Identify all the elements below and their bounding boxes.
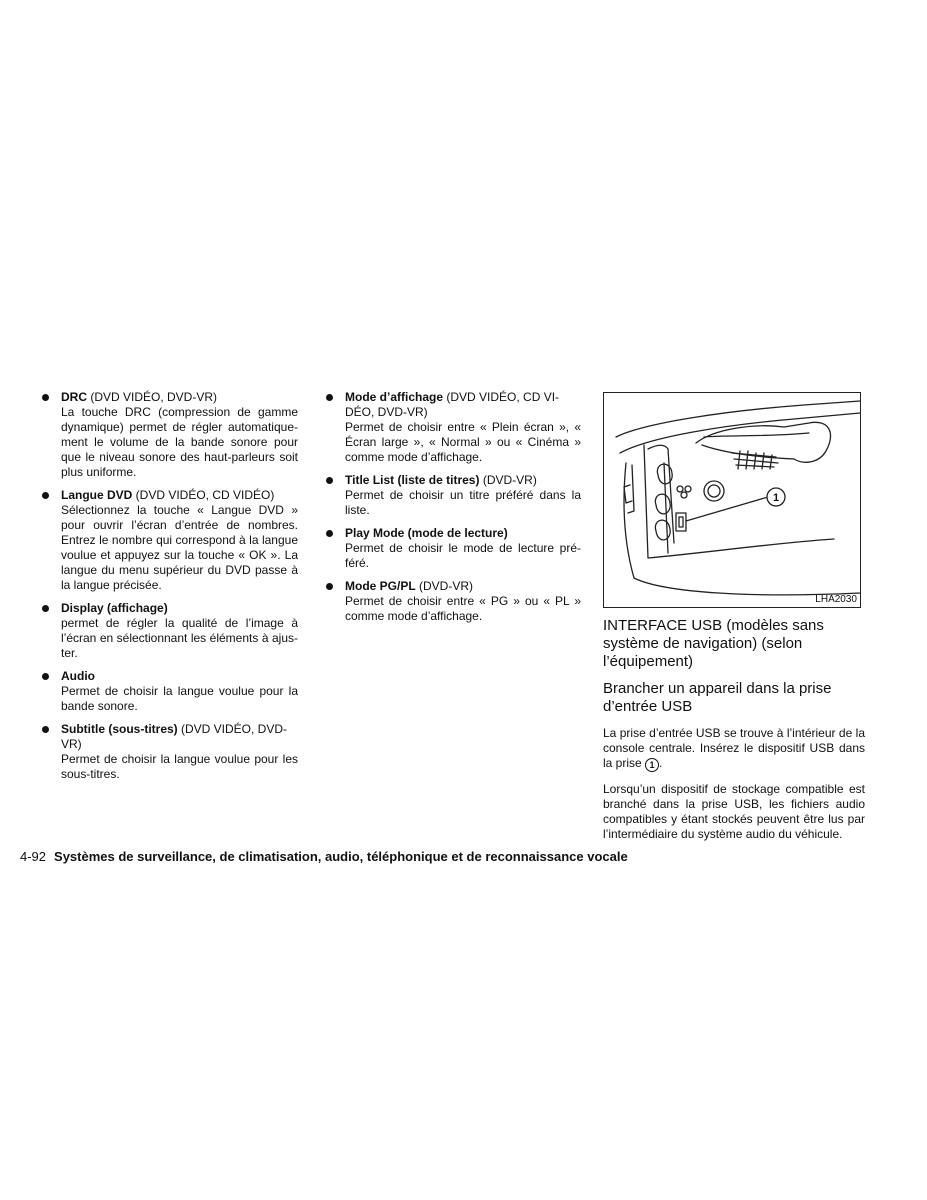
para-text-before: La prise d’entrée USB se trouve à l’intérieur de la console centrale. Insérez le dispositif USB dans la prise — [603, 726, 865, 770]
bullet-icon — [42, 605, 49, 612]
item-body: Permet de choisir un titre préféré dans la liste. — [345, 488, 581, 517]
bullet-icon — [42, 673, 49, 680]
paragraph-usb-location — [603, 726, 865, 772]
list-item-display — [40, 601, 298, 661]
paragraph-usb-storage: Lorsqu’un dispositif de stockage compatible est branché dans la prise USB, les fichiers audio compatibles y étant stockés peuvent être lus par l’intermédiaire du système audio du véhicule. — [603, 782, 865, 841]
left-column — [40, 390, 298, 790]
list-item-drc — [40, 390, 298, 480]
callout-marker: 1 — [645, 758, 659, 772]
page-number: 4-92 — [20, 849, 47, 864]
item-title: DRC — [61, 390, 87, 404]
item-title: Play Mode (mode de lecture) — [345, 526, 508, 540]
item-body: Permet de choisir entre « Plein écran », « Écran large », « Normal » ou « Cinéma » comme mode d’affichage. — [345, 420, 581, 464]
chapter-title: Systèmes de surveillance, de climatisation, audio, téléphonique et de reconnaissance vocale — [54, 849, 628, 864]
item-suffix: (DVD VIDÉO, CD VIDÉO) — [132, 488, 275, 502]
item-body: Permet de choisir le mode de lecture pré-féré. — [345, 541, 581, 570]
list-item-langue-dvd — [40, 488, 298, 593]
item-title: Audio — [61, 669, 95, 683]
item-title: Langue DVD — [61, 488, 133, 502]
item-title: Mode d’affichage — [345, 390, 444, 404]
list-item-title-list — [324, 473, 581, 518]
section-heading: INTERFACE USB (modèles sans système de navigation) (selon l’équipement) — [603, 617, 824, 670]
item-suffix: (DVD VIDÉO, DVD-VR) — [61, 722, 288, 751]
item-suffix: (DVD VIDÉO, DVD-VR) — [87, 390, 218, 404]
item-title: Display (affichage) — [61, 601, 168, 615]
list-item-mode-affichage — [324, 390, 581, 465]
item-title: Title List (liste de titres) — [345, 473, 480, 487]
bullet-icon — [42, 492, 49, 499]
item-body: permet de régler la qualité de l’image à l’écran en sélectionnant les éléments à ajus-ter. — [61, 616, 298, 660]
item-title: Mode PG/PL — [345, 579, 416, 593]
bullet-icon — [326, 394, 333, 401]
console-drawing-icon — [604, 393, 860, 607]
bullet-icon — [326, 583, 333, 590]
bullet-icon — [42, 394, 49, 401]
bullet-icon — [326, 530, 333, 537]
bullet-icon — [326, 477, 333, 484]
callout-number: 1 — [772, 492, 780, 504]
list-item-play-mode — [324, 526, 581, 571]
page-footer — [20, 849, 628, 865]
item-body: La touche DRC (compression de gamme dynamique) permet de régler automatique-ment le volume de la bande sonore pour que le niveau sonore des haut-parleurs soit plus uniforme. — [61, 405, 298, 479]
section-subheading: Brancher un appareil dans la prise d’entrée USB — [603, 680, 832, 715]
list-item-subtitle — [40, 722, 298, 782]
middle-column — [324, 390, 581, 632]
para-text-after: . — [659, 756, 663, 770]
item-body: Sélectionnez la touche « Langue DVD » pour ouvrir l’écran d’entrée de nombres. Entrez le nombre qui correspond à la langue voulue et appuyez sur la touche « OK ». La langue du menu supérieur du DVD passe à la langue précisée. — [61, 503, 298, 592]
list-item-audio — [40, 669, 298, 714]
item-suffix: (DVD-VR) — [479, 473, 537, 487]
usb-console-illustration — [603, 392, 861, 608]
figure-code: LHA2030 — [815, 594, 857, 605]
right-column — [603, 392, 865, 842]
item-suffix: (DVD-VR) — [415, 579, 473, 593]
item-title: Subtitle (sous-titres) — [61, 722, 178, 736]
item-body: Permet de choisir entre « PG » ou « PL » comme mode d’affichage. — [345, 594, 581, 623]
item-body: Permet de choisir la langue voulue pour la bande sonore. — [61, 684, 298, 713]
bullet-icon — [42, 726, 49, 733]
list-item-mode-pg-pl — [324, 579, 581, 624]
item-suffix: (DVD VIDÉO, CD VI-DÉO, DVD-VR) — [345, 390, 560, 419]
item-body: Permet de choisir la langue voulue pour les sous-titres. — [61, 752, 298, 781]
